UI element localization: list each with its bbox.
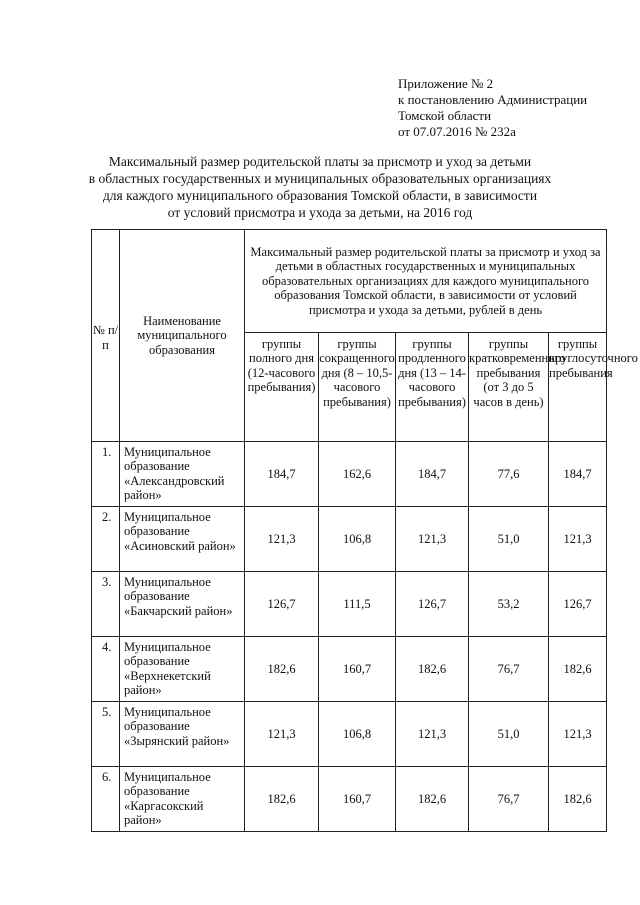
fee-round-the-clock: 182,6 [549, 637, 607, 702]
appendix-line: Томской области [398, 108, 492, 123]
fee-short-stay: 51,0 [469, 702, 549, 767]
column-header-max-fee: Максимальный размер родительской платы за присмотр и уход за детьми в областных государственных и муниципальных образовательных организациях для каждого муниципального образования Томской области, в зависимости от условий присмотра и ухода за детьми, рублей в день [245, 230, 607, 333]
municipality-name: Муниципальное образование «Бакчарский район» [120, 572, 245, 637]
row-number: 6. [92, 767, 120, 832]
fee-full-day: 182,6 [245, 767, 319, 832]
municipality-name: Муниципальное образование «Верхнекетский район» [120, 637, 245, 702]
row-number: 1. [92, 442, 120, 507]
table-row [92, 637, 607, 702]
fee-short-stay: 77,6 [469, 442, 549, 507]
fee-full-day: 121,3 [245, 702, 319, 767]
appendix-line: от 07.07.2016 № 232а [398, 124, 516, 139]
fee-short-day: 106,8 [319, 702, 396, 767]
fee-extended-day: 121,3 [396, 507, 469, 572]
appendix-line: Приложение № 2 [398, 76, 494, 91]
fee-short-stay: 51,0 [469, 507, 549, 572]
table-row [92, 507, 607, 572]
fee-short-stay: 76,7 [469, 637, 549, 702]
row-number: 3. [92, 572, 120, 637]
fee-short-stay: 76,7 [469, 767, 549, 832]
fee-full-day: 121,3 [245, 507, 319, 572]
table-row [92, 767, 607, 832]
municipality-name: Муниципальное образование «Александровский район» [120, 442, 245, 507]
table-row [92, 702, 607, 767]
fees-table [91, 229, 638, 832]
fee-full-day: 184,7 [245, 442, 319, 507]
fee-full-day: 126,7 [245, 572, 319, 637]
fee-round-the-clock: 182,6 [549, 767, 607, 832]
fee-full-day: 182,6 [245, 637, 319, 702]
fee-extended-day: 184,7 [396, 442, 469, 507]
row-number: 5. [92, 702, 120, 767]
fee-round-the-clock: 126,7 [549, 572, 607, 637]
fee-round-the-clock: 121,3 [549, 702, 607, 767]
table-row [92, 442, 607, 507]
municipality-name: Муниципальное образование «Каргасокский район» [120, 767, 245, 832]
fee-extended-day: 182,6 [396, 637, 469, 702]
fee-short-day: 106,8 [319, 507, 396, 572]
column-header-number: № п/п [92, 230, 120, 442]
header-row [92, 230, 607, 333]
appendix-line: к постановлению Администрации [398, 92, 588, 107]
column-header-round-the-clock: группы круглосуточного пребывания [549, 333, 607, 442]
title-line: Максимальный размер родительской платы за присмотр и уход за детьми [108, 154, 532, 169]
municipality-name: Муниципальное образование «Асиновский район» [120, 507, 245, 572]
fee-short-stay: 53,2 [469, 572, 549, 637]
row-number: 2. [92, 507, 120, 572]
appendix-reference [398, 76, 628, 140]
fee-extended-day: 182,6 [396, 767, 469, 832]
fee-round-the-clock: 121,3 [549, 507, 607, 572]
column-header-extended-day: группы продленного дня (13 – 14-часового пребывания) [396, 333, 469, 442]
fee-short-day: 160,7 [319, 637, 396, 702]
fee-short-day: 162,6 [319, 442, 396, 507]
fee-short-day: 160,7 [319, 767, 396, 832]
column-header-full-day: группы полного дня (12-часового пребывания) [245, 333, 319, 442]
title-line: для каждого муниципального образования Томской области, в зависимости [102, 188, 538, 203]
fee-extended-day: 121,3 [396, 702, 469, 767]
title-line: от условий присмотра и ухода за детьми, на 2016 год [167, 205, 473, 220]
fee-extended-day: 126,7 [396, 572, 469, 637]
fee-short-day: 111,5 [319, 572, 396, 637]
document-title [70, 153, 570, 221]
column-header-name: Наименование муниципального образования [120, 230, 245, 442]
fee-round-the-clock: 184,7 [549, 442, 607, 507]
title-line: в областных государственных и муниципальных образовательных организациях [88, 171, 552, 186]
municipality-name: Муниципальное образование «Зырянский район» [120, 702, 245, 767]
column-header-short-day: группы сокращенного дня (8 – 10,5-часового пребывания) [319, 333, 396, 442]
column-header-short-stay: группы кратковременного пребывания (от 3 до 5 часов в день) [469, 333, 549, 442]
row-number: 4. [92, 637, 120, 702]
table-row [92, 572, 607, 637]
